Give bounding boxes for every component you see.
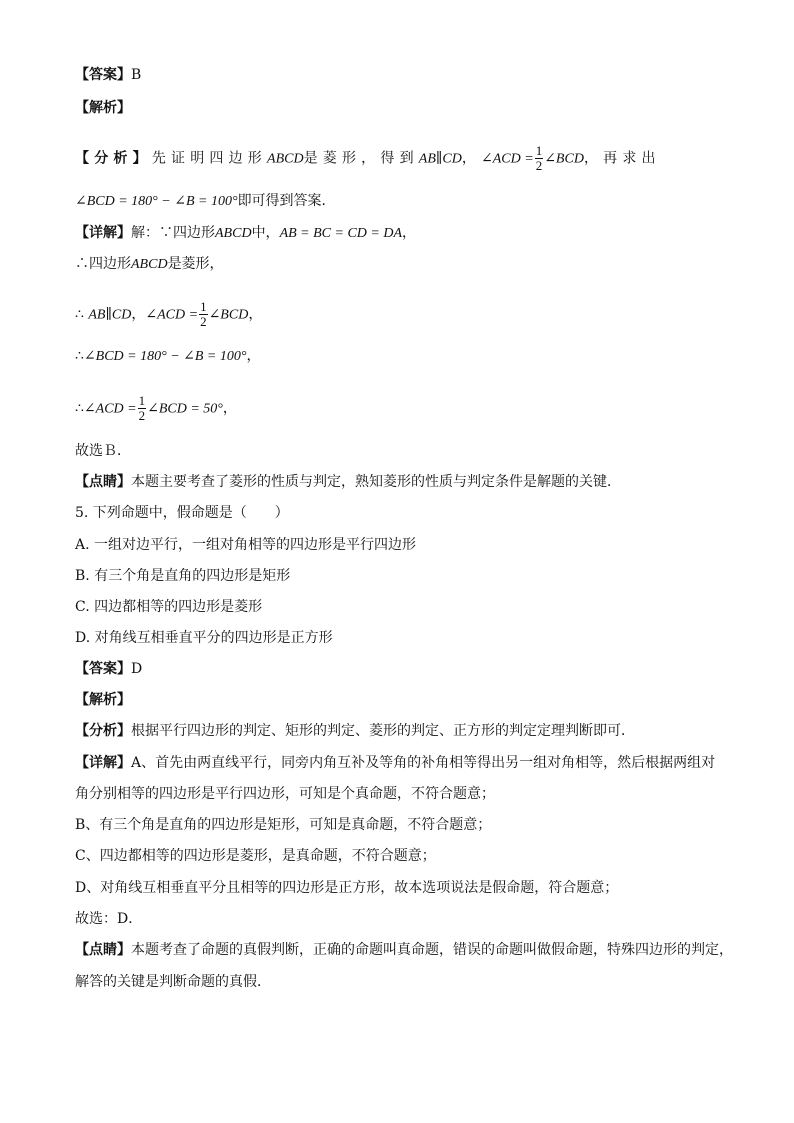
fenxi-tag: 【分析】 xyxy=(75,723,131,739)
fenxi-math-3: ∠ACD = xyxy=(481,151,534,167)
step-line-1 xyxy=(75,254,224,275)
fenxi-line-q5 xyxy=(75,721,635,741)
xiangjie-math-2: AB = BC = CD = DA xyxy=(279,226,403,241)
answer-line xyxy=(75,65,141,85)
choose-line-q4: 故选Ｂ． xyxy=(75,443,131,459)
dianjing-line-q5-1 xyxy=(75,940,733,960)
step1-text-2: 是菱形， xyxy=(167,256,224,272)
step4-text-2: ， xyxy=(222,400,237,417)
xiangjie-line-a2: 角分别相等的四边形是平行四边形，可知是个真命题，不符合题意； xyxy=(75,786,495,802)
dianjing-tag: 【点睛】 xyxy=(75,942,131,958)
question-5-stem: 5. 下列命题中，假命题是（ ） xyxy=(75,505,289,521)
fenxi-text: 根据平行四边形的判定、矩形的判定、菱形的判定、正方形的判定定理判断即可． xyxy=(131,723,635,739)
dianjing-tag: 【点睛】 xyxy=(75,474,131,490)
fraction-numerator: 1 xyxy=(535,143,543,158)
fenxi-math-2: AB∥CD xyxy=(418,151,462,167)
step4-math-2: ∠BCD = 50° xyxy=(147,401,223,417)
fraction-denominator: 2 xyxy=(200,314,207,329)
step2-text-2: ， xyxy=(131,306,146,323)
step2-fraction xyxy=(199,300,208,329)
answer-tag: 【答案】 xyxy=(75,67,131,83)
fenxi-line2-math: ∠BCD = 180° − ∠B = 100° xyxy=(75,194,238,209)
option-d: D. 对角线互相垂直平分的四边形是正方形 xyxy=(75,630,333,646)
fenxi-text-3: ， xyxy=(461,150,482,167)
dianjing-line-q4 xyxy=(75,472,621,492)
fenxi-text-4: ，再求出 xyxy=(583,150,661,167)
option-b: B. 有三个角是直角的四边形是矩形 xyxy=(75,568,291,584)
xiangjie-tag: 【详解】 xyxy=(75,755,131,771)
analysis-tag: 【解析】 xyxy=(75,692,131,708)
step2-math-3: ∠BCD xyxy=(208,307,249,323)
fenxi-text-2: 是菱形，得到 xyxy=(303,150,419,167)
xiangjie-line-c: C、四边都相等的四边形是菱形，是真命题，不符合题意； xyxy=(75,848,436,864)
fenxi-line2-text: 即可得到答案． xyxy=(237,193,336,209)
answer-tag: 【答案】 xyxy=(75,661,131,677)
step3-text-2: ， xyxy=(246,348,261,364)
xiangjie-math-1: ABCD xyxy=(215,226,252,241)
fraction-numerator: 1 xyxy=(138,393,146,408)
xiangjie-line-d: D、对角线互相垂直平分且相等的四边形是正方形，故本选项说法是假命题，符合题意； xyxy=(75,880,619,896)
step-line-4 xyxy=(75,394,237,423)
step4-text-1: ∴ xyxy=(75,400,84,417)
fenxi-line-1 xyxy=(75,144,661,173)
answer-value: D xyxy=(131,661,143,677)
xiangjie-line-b: B、有三个角是直角的四边形是矩形，可知是真命题，不符合题意； xyxy=(75,817,492,833)
fenxi-text-1: 先证明四边形 xyxy=(151,150,268,167)
step3-text-1: ∴ xyxy=(75,348,84,364)
xiangjie-text-3: ， xyxy=(402,225,417,241)
option-c: C. 四边都相等的四边形是菱形 xyxy=(75,599,263,615)
step2-text-3: ， xyxy=(248,306,263,323)
answer-value: B xyxy=(131,67,142,83)
xiangjie-tag: 【详解】 xyxy=(75,225,131,241)
step3-math: ∠BCD = 180° − ∠B = 100° xyxy=(83,349,247,364)
fenxi-line-2 xyxy=(75,191,336,212)
fraction-denominator: 2 xyxy=(535,158,543,173)
answer-line-q5 xyxy=(75,659,142,679)
fenxi-fraction xyxy=(535,144,544,173)
analysis-heading xyxy=(75,98,131,118)
fenxi-math-1: ABCD xyxy=(267,151,304,167)
xiangjie-line-a1 xyxy=(75,753,715,773)
choose-line-q5: 故选：D． xyxy=(75,911,143,927)
fraction-denominator: 2 xyxy=(138,408,146,423)
dianjing-text-1: 本题考查了命题的真假判断，正确的命题叫真命题，错误的命题叫做假命题，特殊四边形的判定， xyxy=(131,942,733,958)
fenxi-tag: 【分析】 xyxy=(75,150,152,167)
step4-math-1: ∠ACD = xyxy=(83,401,137,417)
analysis-heading-q5 xyxy=(75,690,131,710)
step2-math-1: AB∥CD xyxy=(88,307,132,323)
xiangjie-text-2: 中， xyxy=(251,225,280,241)
fraction-numerator: 1 xyxy=(200,299,207,314)
fenxi-math-4: ∠BCD xyxy=(544,151,584,167)
xiangjie-line xyxy=(75,223,416,244)
step4-fraction xyxy=(138,394,147,423)
step1-text-1: ∴四边形 xyxy=(75,256,131,272)
option-a: A. 一组对边平行，一组对角相等的四边形是平行四边形 xyxy=(75,537,417,553)
step1-math: ABCD xyxy=(131,257,168,272)
xiangjie-a1: A、首先由两直线平行，同旁内角互补及等角的补角相等得出另一组对角相等，然后根据两组对 xyxy=(131,755,716,771)
step-line-3 xyxy=(75,346,260,367)
dianjing-text: 本题主要考查了菱形的性质与判定，熟知菱形的性质与判定条件是解题的关键． xyxy=(131,474,621,490)
step2-text-1: ∴ xyxy=(75,306,89,323)
step-line-2 xyxy=(75,300,262,329)
dianjing-line-q5-2: 解答的关键是判断命题的真假． xyxy=(75,974,271,990)
xiangjie-text-1: 解：∵四边形 xyxy=(131,225,215,241)
analysis-tag: 【解析】 xyxy=(75,100,131,116)
step2-math-2: ∠ACD = xyxy=(145,307,199,323)
